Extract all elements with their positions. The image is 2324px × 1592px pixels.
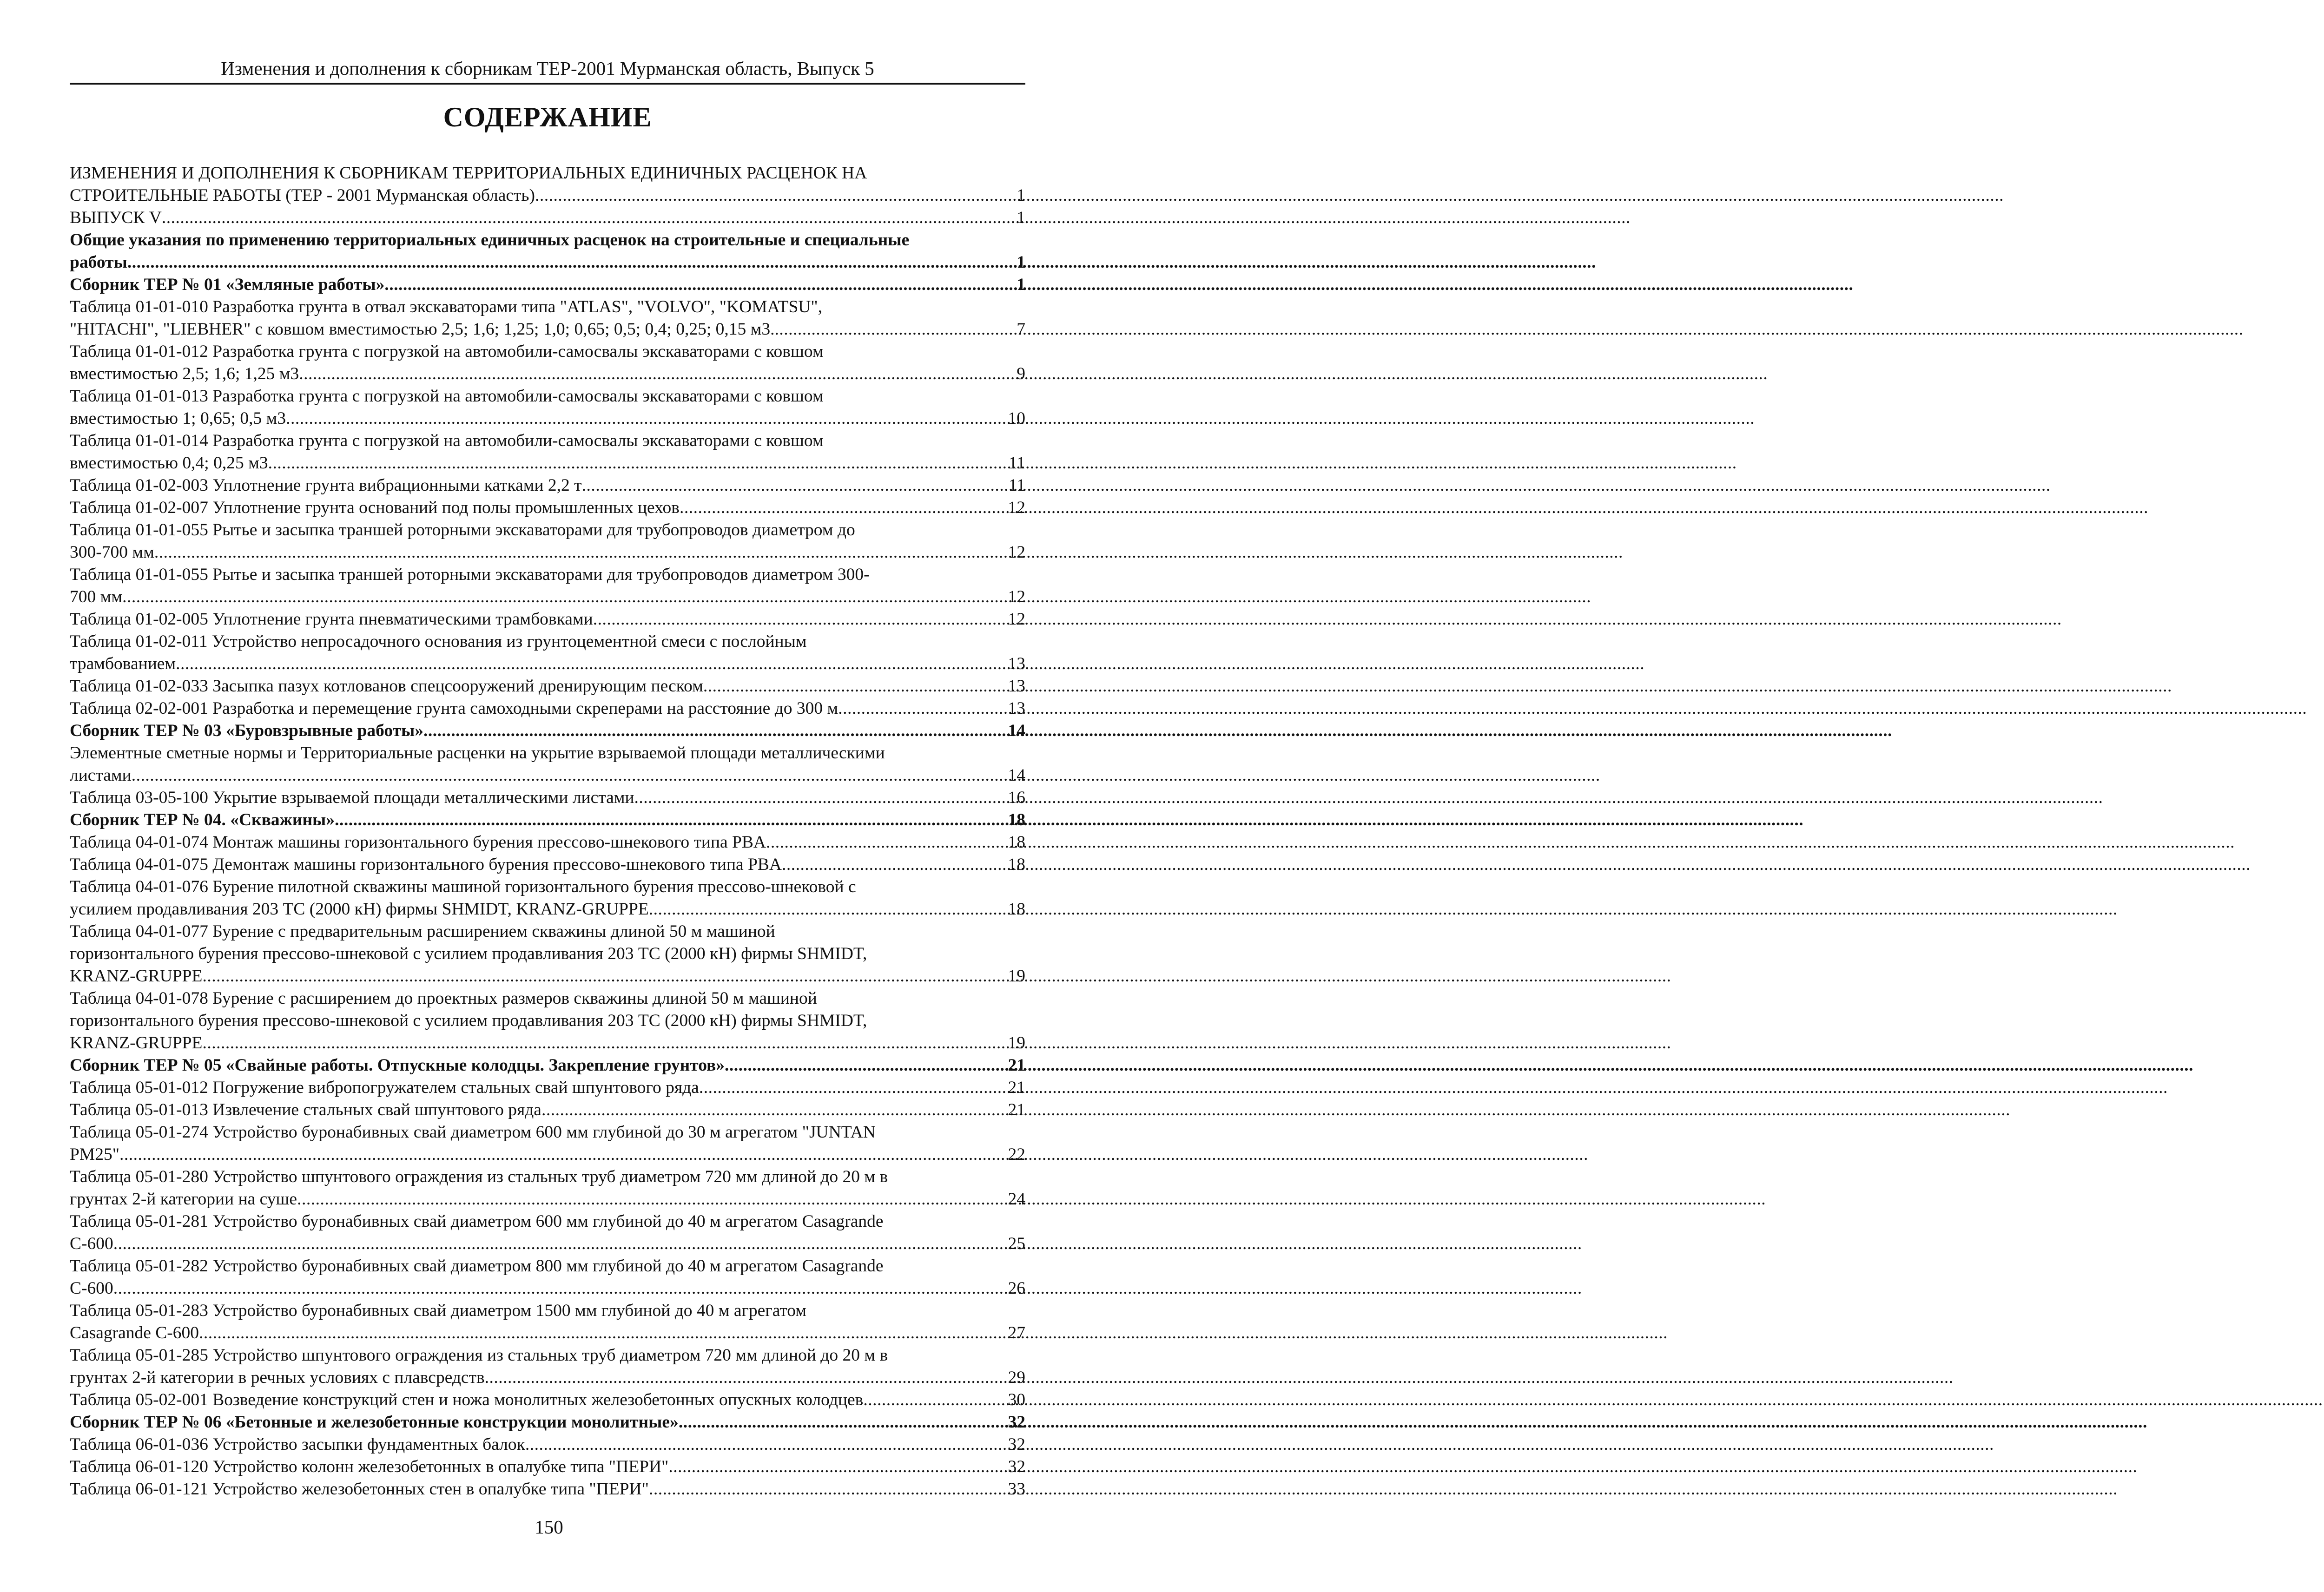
toc-page-number: 18: [1008, 833, 1025, 852]
toc-page-number: 21: [1008, 1056, 1025, 1075]
toc-page-number: 13: [1008, 677, 1025, 696]
toc-leader-dots: [162, 207, 1015, 229]
toc-page-number: 11: [1008, 476, 1025, 495]
toc-leader-dots: [680, 497, 1006, 519]
toc-page-number: 29: [1008, 1368, 1025, 1387]
toc-leader-dots: [634, 787, 1006, 809]
toc-leader-dots: [535, 184, 1015, 207]
toc-entry-text: усилием продавливания 203 ТС (2000 кН) фирмы SHMIDT, KRANZ-GRUPPE: [70, 900, 649, 919]
toc-leader-dots: [297, 1188, 1006, 1210]
toc-leader-dots: [286, 408, 1006, 430]
toc-leader-dots: [268, 452, 1007, 474]
toc-entry-line: Таблица 04-01-078 Бурение с расширением до проектных размеров скважины длиной 50 м машиной: [70, 989, 817, 1008]
toc-leader-dots: [119, 1144, 1006, 1166]
toc-leader-dots: [699, 1077, 1006, 1099]
toc-entry-text: Сборник ТЕР № 03 «Буровзрывные работы»: [70, 721, 424, 740]
toc-entry-line: Таблица 01-01-013 Разработка грунта с погрузкой на автомобили-самосвалы экскаваторами с ковшом: [70, 387, 824, 406]
toc-entry-text: ВЫПУСК V: [70, 208, 162, 227]
toc-entry[interactable]: [70, 1300, 1025, 1344]
toc-page-number: 18: [1008, 900, 1025, 919]
toc-page-number: 13: [1008, 699, 1025, 718]
toc-page-number: 11: [1008, 454, 1025, 473]
toc-entry-text: Сборник ТЕР № 01 «Земляные работы»: [70, 275, 385, 294]
toc-entry-text: Таблица 05-01-013 Извлечение стальных свай шпунтового ряда: [70, 1100, 541, 1119]
toc-entry-line: Таблица 04-01-076 Бурение пилотной скважины машиной горизонтального бурения прессово-шнековой с: [70, 877, 856, 896]
toc-entry-text: листами: [70, 766, 132, 785]
toc-page-number: 12: [1008, 587, 1025, 606]
toc-entry-line: Элементные сметные нормы и Территориальные расценки на укрытие взрываемой площади металлическими: [70, 743, 885, 763]
toc-entry-text: вместимостью 1; 0,65; 0,5 м3: [70, 409, 286, 428]
toc-entry[interactable]: [70, 1255, 1025, 1300]
toc-entry[interactable]: [70, 987, 1025, 1054]
toc-entry-line: Таблица 05-01-282 Устройство буронабивных свай диаметром 800 мм глубиной до 40 м агрегатом Casagrande: [70, 1256, 884, 1276]
toc-entry[interactable]: [70, 497, 1025, 519]
toc-entry[interactable]: [70, 921, 1025, 987]
toc-leader-dots: [679, 1411, 1006, 1434]
toc-leader-dots: [176, 653, 1006, 675]
toc-leader-dots: [725, 1054, 1006, 1077]
toc-leader-dots: [132, 764, 1006, 787]
toc-page-number: 7: [1017, 320, 1025, 339]
toc-entry-line: Общие указания по применению территориальных единичных расценок на строительные и специальные: [70, 230, 910, 250]
toc-leader-dots: [766, 831, 1006, 854]
page-title: СОДЕРЖАНИЕ: [443, 102, 652, 132]
toc-entry[interactable]: [70, 296, 1025, 341]
toc-page-number: 1: [1017, 275, 1025, 294]
toc-entry-line: Таблица 05-01-285 Устройство шпунтового ограждения из стальных труб диаметром 720 мм длиной до 20 м в: [70, 1346, 888, 1365]
toc-entry-line: горизонтального бурения прессово-шнековой с усилием продавливания 203 ТС (2000 кН) фирмы SHMIDT,: [70, 944, 867, 963]
toc-leader-dots: [838, 697, 1006, 720]
toc-entry-line: Таблица 05-01-281 Устройство буронабивных свай диаметром 600 мм глубиной до 40 м агрегатом Casagrande: [70, 1212, 884, 1231]
toc-page-number: 12: [1008, 543, 1025, 562]
toc-page-number: 18: [1008, 810, 1025, 829]
toc-entry-text: Таблица 06-01-121 Устройство железобетонных стен в опалубке типа "ПЕРИ": [70, 1480, 649, 1499]
toc-entry[interactable]: [70, 385, 1025, 430]
toc-page-number: 1: [1017, 208, 1025, 227]
toc-leader-dots: [299, 363, 1015, 385]
toc-page-number: 21: [1008, 1100, 1025, 1119]
toc-section-entry[interactable]: [70, 1054, 1025, 1077]
toc-page-number: 12: [1008, 610, 1025, 629]
toc-entry[interactable]: [70, 341, 1025, 385]
toc-page-number: 30: [1008, 1390, 1025, 1409]
toc-page-number: 10: [1008, 409, 1025, 428]
toc-page-number: 32: [1008, 1457, 1025, 1476]
toc-leader-dots: [485, 1367, 1006, 1389]
toc-page-number: 14: [1008, 721, 1025, 740]
toc-page-number: 14: [1008, 766, 1025, 785]
toc-leader-dots: [582, 474, 1007, 497]
toc-leader-dots: [774, 318, 1015, 341]
toc-entry[interactable]: [70, 742, 1025, 787]
toc-entry[interactable]: [70, 1099, 1025, 1121]
toc-entry-text: KRANZ-GRUPPE: [70, 1033, 203, 1053]
toc-entry-text: вместимостью 0,4; 0,25 м3: [70, 454, 268, 473]
toc-leader-dots: [541, 1099, 1006, 1121]
toc-entry-text: Таблица 01-02-007 Уплотнение грунта оснований под полы промышленных цехов: [70, 498, 680, 517]
toc-entry[interactable]: [70, 1166, 1025, 1210]
toc-entry-text: "HITACHI", "LIEBHER" с ковшом вместимостью 2,5; 1,6; 1,25; 1,0; 0,65; 0,5; 0,4; 0,25; 0,15 м3.: [70, 320, 775, 339]
toc-entry-text: трамбованием: [70, 654, 176, 673]
toc-entry-text: Таблица 01-02-003 Уплотнение грунта вибрационными катками 2,2 т: [70, 476, 582, 495]
toc-entry[interactable]: [70, 430, 1025, 474]
toc-section-entry[interactable]: [70, 229, 1025, 274]
toc-entry-text: Таблица 05-01-012 Погружение вибропогружателем стальных свай шпунтового ряда: [70, 1078, 699, 1097]
toc-page-number: 26: [1008, 1279, 1025, 1298]
toc-entry-text: Таблица 01-02-033 Засыпка пазух котлованов спецсооружений дренирующим песком: [70, 677, 703, 696]
toc-entry-line: Таблица 04-01-077 Бурение с предварительным расширением скважины длиной 50 м машиной: [70, 922, 775, 941]
toc-page-number: 12: [1008, 498, 1025, 517]
toc-entry-text: 300-700 мм: [70, 543, 154, 562]
toc-entry[interactable]: [70, 1077, 1025, 1099]
toc-leader-dots: [127, 251, 1015, 274]
toc-leader-dots: [525, 1434, 1006, 1456]
toc-entry-line: Таблица 05-01-280 Устройство шпунтового ограждения из стальных труб диаметром 720 мм длиной до 20 м в: [70, 1167, 888, 1186]
toc-entry[interactable]: [70, 162, 1025, 207]
toc-page-number: 32: [1008, 1413, 1025, 1432]
toc-page-number: 16: [1008, 788, 1025, 807]
toc-leader-dots: [782, 854, 1006, 876]
toc-section-entry[interactable]: [70, 1411, 1025, 1434]
toc-entry-text: KRANZ-GRUPPE: [70, 967, 203, 986]
toc-leader-dots: [703, 675, 1006, 697]
toc-entry-text: PM25": [70, 1145, 120, 1164]
toc-entry-text: C-600: [70, 1234, 113, 1253]
toc-leader-dots: [199, 1322, 1006, 1344]
toc-entry-text: грунтах 2-й категории на суше: [70, 1190, 297, 1209]
toc-section-entry[interactable]: [70, 720, 1025, 742]
table-of-contents: [70, 162, 1025, 1500]
toc-entry-text: вместимостью 2,5; 1,6; 1,25 м3: [70, 364, 299, 383]
toc-entry-text: Сборник ТЕР № 04. «Скважины»: [70, 810, 335, 829]
toc-leader-dots: [649, 898, 1006, 921]
toc-leader-dots: [335, 809, 1006, 831]
toc-page-number: 24: [1008, 1190, 1025, 1209]
toc-entry-text: работы: [70, 253, 127, 272]
toc-leader-dots: [154, 541, 1006, 564]
toc-leader-dots: [423, 720, 1006, 742]
toc-entry-text: Сборник ТЕР № 05 «Свайные работы. Отпускные колодцы. Закрепление грунтов»: [70, 1056, 725, 1075]
toc-entry[interactable]: [70, 631, 1025, 675]
toc-entry[interactable]: [70, 1389, 1025, 1411]
toc-leader-dots: [202, 1032, 1006, 1054]
toc-entry[interactable]: [70, 876, 1025, 921]
toc-entry[interactable]: [70, 1478, 1025, 1500]
toc-entry-text: 700 мм: [70, 587, 123, 606]
toc-entry-line: горизонтального бурения прессово-шнековой с усилием продавливания 203 ТС (2000 кН) фирмы SHMIDT,: [70, 1011, 867, 1030]
toc-entry[interactable]: [70, 564, 1025, 608]
toc-page-number: 19: [1008, 967, 1025, 986]
toc-entry[interactable]: [70, 1121, 1025, 1166]
toc-page-number: 22: [1008, 1145, 1025, 1164]
toc-page-number: 32: [1008, 1435, 1025, 1454]
toc-entry[interactable]: [70, 1210, 1025, 1255]
toc-entry[interactable]: [70, 697, 1025, 720]
toc-leader-dots: [649, 1478, 1006, 1500]
toc-entry-line: Таблица 01-01-014 Разработка грунта с погрузкой на автомобили-самосвалы экскаваторами с ковшом: [70, 431, 824, 450]
toc-entry-text: грунтах 2-й категории в речных условиях с плавсредств: [70, 1368, 485, 1387]
toc-entry[interactable]: [70, 519, 1025, 564]
toc-section-entry[interactable]: [70, 274, 1025, 296]
toc-page-number: 21: [1008, 1078, 1025, 1097]
document-page: [70, 55, 1025, 1500]
toc-entry-text: Таблица 01-02-005 Уплотнение грунта пневматическими трамбовками: [70, 610, 593, 629]
toc-entry-text: Casagrande C-600: [70, 1323, 199, 1342]
toc-entry-line: Таблица 01-02-011 Устройство непросадочного основания из грунтоцементной смеси с послойным: [70, 632, 807, 651]
toc-entry-text: Сборник ТЕР № 06 «Бетонные и железобетонные конструкции монолитные»: [70, 1413, 679, 1432]
toc-leader-dots: [113, 1277, 1006, 1300]
toc-page-number: 33: [1008, 1480, 1025, 1499]
toc-leader-dots: [384, 274, 1015, 296]
toc-page-number: 25: [1008, 1234, 1025, 1253]
toc-entry-line: Таблица 01-01-010 Разработка грунта в отвал экскаваторами типа "ATLAS", "VOLVO", "KOMATSU",: [70, 297, 823, 316]
toc-page-number: 1: [1017, 186, 1025, 205]
toc-page-number: 9: [1017, 364, 1025, 383]
toc-leader-dots: [668, 1456, 1006, 1478]
toc-page-number: 19: [1008, 1033, 1025, 1053]
toc-leader-dots: [593, 608, 1006, 631]
toc-entry-line: Таблица 05-01-283 Устройство буронабивных свай диаметром 1500 мм глубиной до 40 м агрегатом: [70, 1301, 807, 1320]
toc-entry-line: Таблица 01-01-055 Рытье и засыпка траншей роторными экскаваторами для трубопроводов диаметром до: [70, 520, 855, 539]
toc-entry-text: C-600: [70, 1279, 113, 1298]
toc-leader-dots: [863, 1389, 1006, 1411]
toc-page-number: 13: [1008, 654, 1025, 673]
toc-entry-line: ИЗМЕНЕНИЯ И ДОПОЛНЕНИЯ К СБОРНИКАМ ТЕРРИТОРИАЛЬНЫХ ЕДИНИЧНЫХ РАСЦЕНОК НА: [70, 164, 867, 183]
toc-leader-dots: [113, 1233, 1006, 1255]
toc-entry-text: Таблица 06-01-120 Устройство колонн железобетонных в опалубке типа "ПЕРИ": [70, 1457, 669, 1476]
toc-entry-text: СТРОИТЕЛЬНЫЕ РАБОТЫ (ТЕР - 2001 Мурманская область): [70, 186, 535, 205]
page-number: 150: [535, 1516, 563, 1538]
toc-entry[interactable]: [70, 1434, 1025, 1456]
toc-entry-line: Таблица 05-01-274 Устройство буронабивных свай диаметром 600 мм глубиной до 30 м агрегатом "JUNTAN: [70, 1123, 876, 1142]
toc-entry-text: Таблица 04-01-074 Монтаж машины горизонтального бурения прессово-шнекового типа PBA: [70, 833, 766, 852]
toc-leader-dots: [122, 586, 1006, 608]
toc-entry-text: Таблица 05-02-001 Возведение конструкций стен и ножа монолитных железобетонных опускных колодцев: [70, 1390, 864, 1409]
toc-entry[interactable]: [70, 608, 1025, 631]
toc-entry[interactable]: [70, 787, 1025, 809]
toc-section-entry[interactable]: [70, 809, 1025, 831]
toc-entry-text: Таблица 03-05-100 Укрытие взрываемой площади металлическими листами: [70, 788, 634, 807]
toc-entry[interactable]: [70, 474, 1025, 497]
toc-entry-line: Таблица 01-01-012 Разработка грунта с погрузкой на автомобили-самосвалы экскаваторами с ковшом: [70, 342, 824, 361]
toc-page-number: 18: [1008, 855, 1025, 874]
toc-entry[interactable]: [70, 675, 1025, 697]
toc-entry-text: Таблица 02-02-001 Разработка и перемещение грунта самоходными скреперами на расстояние до 300 м: [70, 699, 838, 718]
toc-leader-dots: [202, 965, 1006, 987]
toc-entry[interactable]: [70, 1344, 1025, 1389]
toc-entry[interactable]: [70, 1456, 1025, 1478]
toc-entry-text: Таблица 06-01-036 Устройство засыпки фундаментных балок: [70, 1435, 525, 1454]
toc-entry-text: Таблица 04-01-075 Демонтаж машины горизонтального бурения прессово-шнекового типа PBA: [70, 855, 782, 874]
toc-entry[interactable]: [70, 831, 1025, 854]
running-header: Изменения и дополнения к сборникам ТЕР-2001 Мурманская область, Выпуск 5: [70, 55, 1025, 85]
toc-entry[interactable]: [70, 207, 1025, 229]
toc-page-number: 1: [1017, 253, 1025, 272]
toc-entry-line: Таблица 01-01-055 Рытье и засыпка траншей роторными экскаваторами для трубопроводов диаметром 300-: [70, 565, 870, 584]
toc-page-number: 27: [1008, 1323, 1025, 1342]
toc-entry[interactable]: [70, 854, 1025, 876]
